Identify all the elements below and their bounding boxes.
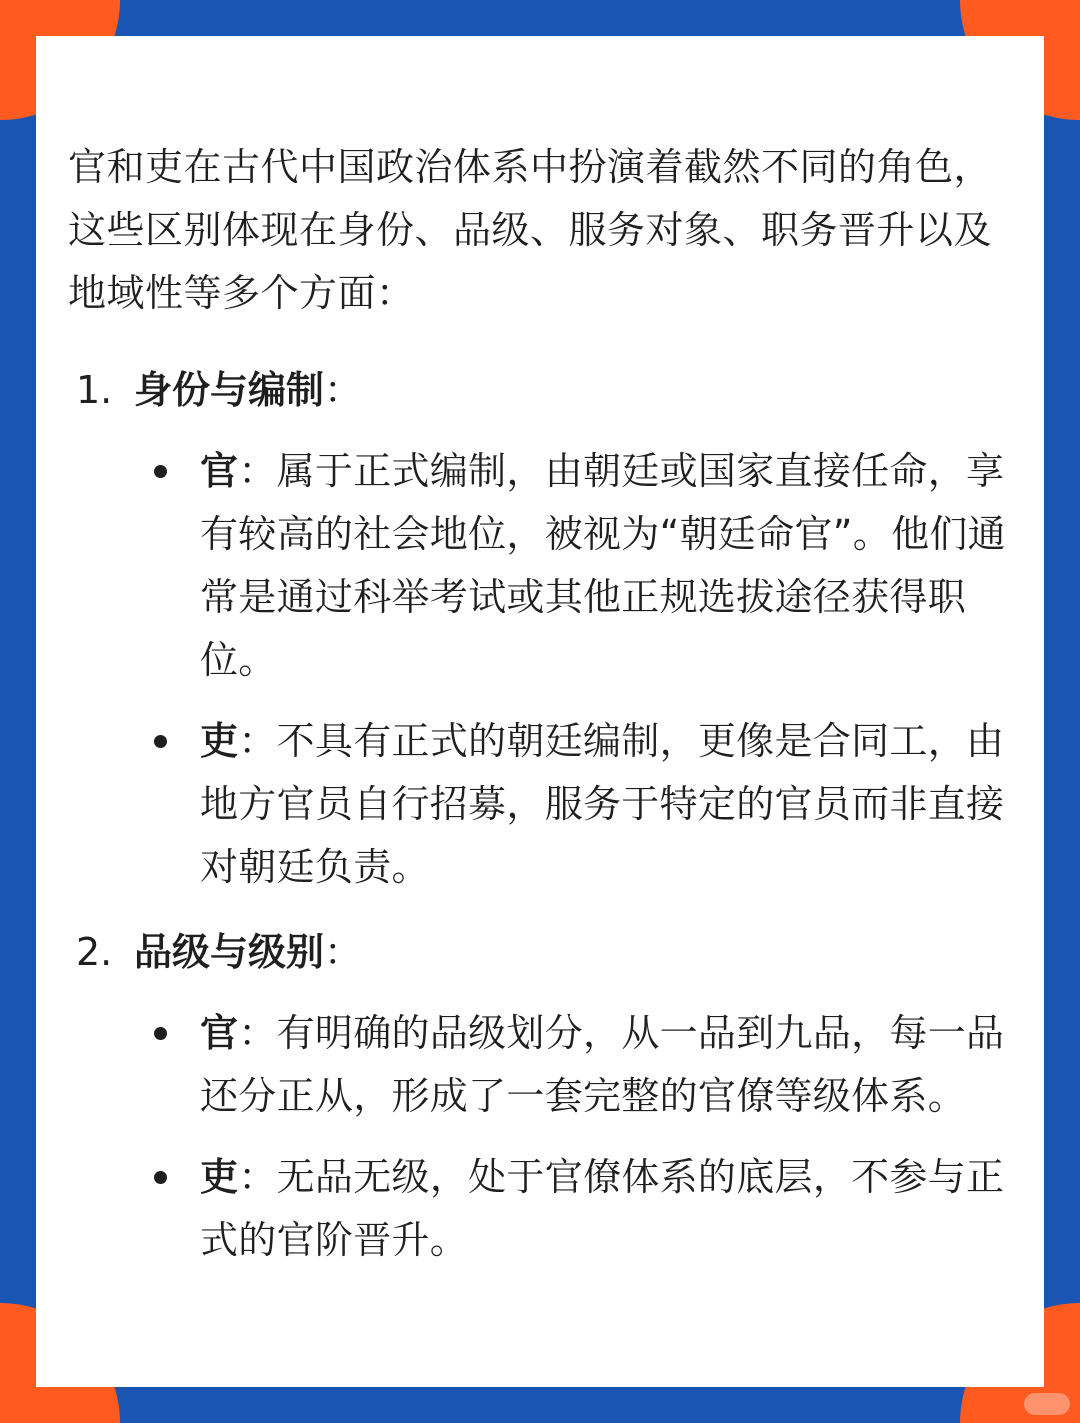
item-colon: ： — [238, 1155, 277, 1199]
section-colon: ： — [324, 930, 363, 974]
item-term: 吏 — [200, 1155, 239, 1199]
watermark-badge — [1024, 1393, 1070, 1415]
list-item — [68, 440, 1008, 692]
bullet-icon — [154, 735, 167, 748]
content-card — [36, 36, 1044, 1387]
item-text: 有明确的品级划分，从一品到九品，每一品还分正从，形成了一套完整的官僚等级体系。 — [200, 1011, 1005, 1118]
bullet-icon — [154, 1171, 167, 1184]
article-body — [68, 136, 1008, 1272]
item-text: 属于正式编制，由朝廷或国家直接任命，享有较高的社会地位，被视为“朝廷命官”。他们通常是通过科举考试或其他正规选拔途径获得职位。 — [200, 449, 1006, 682]
item-text: 不具有正式的朝廷编制，更像是合同工，由地方官员自行招募，服务于特定的官员而非直接对朝廷负责。 — [200, 719, 1005, 889]
section-title: 身份与编制 — [134, 368, 325, 412]
section-heading — [68, 359, 1008, 422]
list-item — [68, 710, 1008, 899]
item-colon: ： — [238, 719, 277, 763]
section-number: 2. — [76, 930, 113, 974]
item-text: 无品无级，处于官僚体系的底层，不参与正式的官阶晋升。 — [200, 1155, 1005, 1262]
item-term: 吏 — [200, 719, 239, 763]
item-colon: ： — [238, 449, 277, 493]
section-number: 1. — [76, 368, 113, 412]
section-identity — [68, 359, 1008, 899]
bullet-icon — [154, 1027, 167, 1040]
item-colon: ： — [238, 1011, 277, 1055]
list-item — [68, 1146, 1008, 1272]
section-heading — [68, 921, 1008, 984]
item-term: 官 — [200, 449, 239, 493]
bullet-icon — [154, 465, 167, 478]
intro-paragraph: 官和吏在古代中国政治体系中扮演着截然不同的角色，这些区别体现在身份、品级、服务对象、职务晋升以及地域性等多个方面： — [68, 145, 993, 315]
section-colon: ： — [324, 368, 363, 412]
section-rank — [68, 921, 1008, 1272]
section-title: 品级与级别 — [134, 930, 325, 974]
item-term: 官 — [200, 1011, 239, 1055]
list-item — [68, 1002, 1008, 1128]
